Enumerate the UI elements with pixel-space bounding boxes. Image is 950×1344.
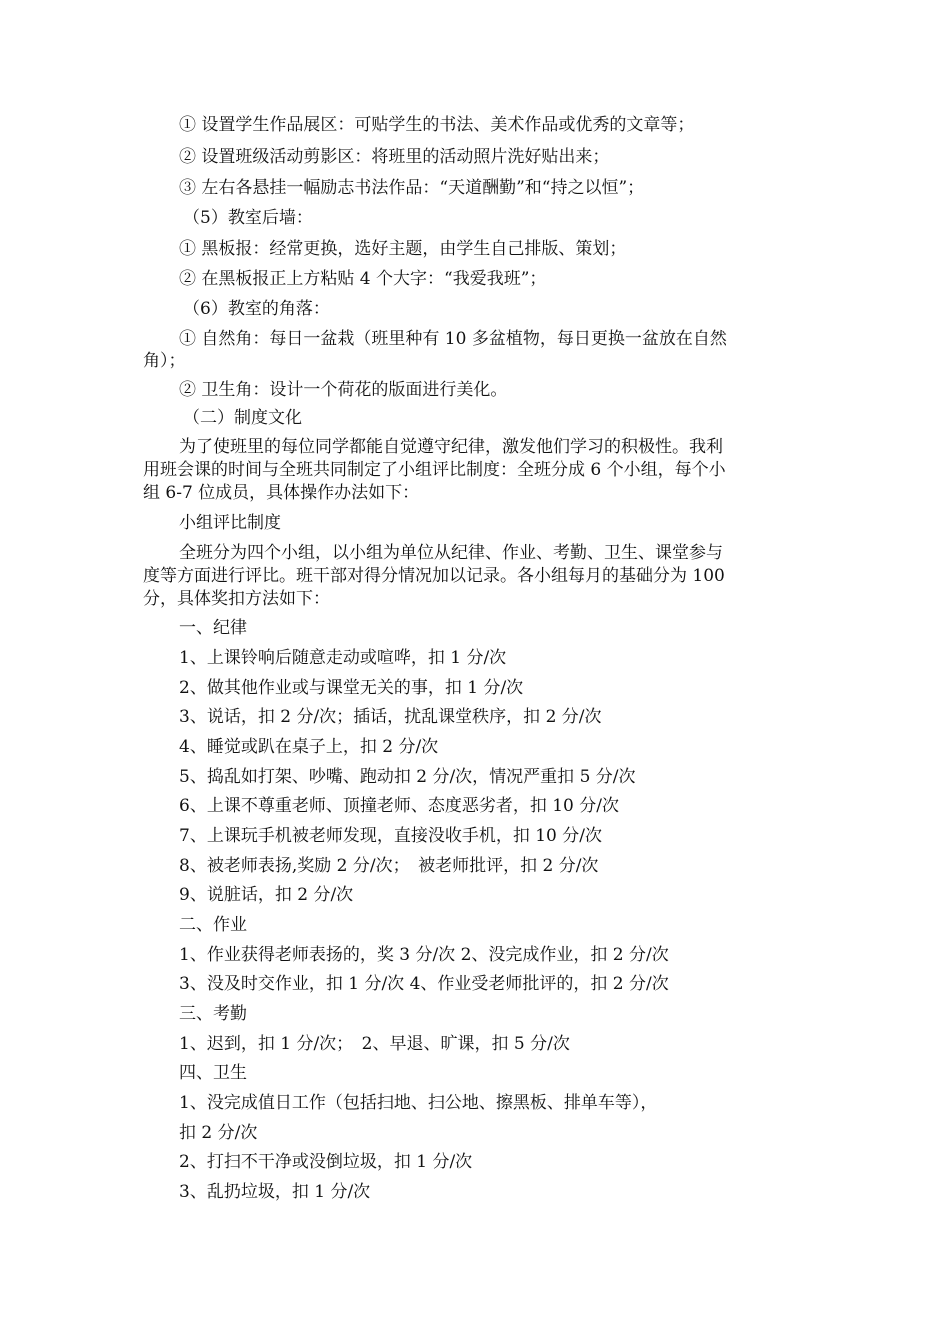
list-item: 3、说话，扣 2 分/次；插话，扰乱课堂秩序，扣 2 分/次 (179, 707, 602, 727)
list-item: 1、迟到，扣 1 分/次； 2、早退、旷课，扣 5 分/次 (179, 1034, 570, 1054)
text-line: ③ 左右各悬挂一幅励志书法作品：“天道酬勤”和“持之以恒”； (179, 178, 645, 198)
text-line: ② 卫生角：设计一个荷花的版面进行美化。 (179, 380, 508, 400)
text-line: ② 设置班级活动剪影区：将班里的活动照片洗好贴出来； (179, 147, 610, 167)
list-item: 7、上课玩手机被老师发现，直接没收手机，扣 10 分/次 (179, 826, 602, 846)
paragraph-line: 用班会课的时间与全班共同制定了小组评比制度：全班分成 6 个小组，每个小 (143, 460, 726, 480)
list-item: 2、做其他作业或与课堂无关的事，扣 1 分/次 (179, 678, 524, 698)
paragraph-line: 全班分为四个小组，以小组为单位从纪律、作业、考勤、卫生、课堂参与 (179, 543, 723, 563)
section-heading: （6）教室的角落： (183, 299, 330, 319)
list-item: 扣 2 分/次 (179, 1123, 258, 1143)
section-heading: （二）制度文化 (183, 408, 302, 428)
section-heading: 二、作业 (179, 915, 247, 935)
list-item: 6、上课不尊重老师、顶撞老师、态度恶劣者，扣 10 分/次 (179, 796, 619, 816)
paragraph-line: 为了使班里的每位同学都能自觉遵守纪律，激发他们学习的积极性。我利 (179, 437, 723, 457)
text-line: ① 设置学生作品展区：可贴学生的书法、美术作品或优秀的文章等； (179, 115, 695, 135)
text-line: ② 在黑板报正上方粘贴 4 个大字：“我爱我班”； (179, 269, 547, 289)
section-heading: （5）教室后墙： (183, 208, 313, 228)
text-line: ① 自然角：每日一盆栽（班里种有 10 多盆植物，每日更换一盆放在自然 (179, 329, 727, 349)
section-heading: 三、考勤 (179, 1004, 247, 1024)
list-item: 8、被老师表扬,奖励 2 分/次； 被老师批评，扣 2 分/次 (179, 856, 599, 876)
subsection-heading: 小组评比制度 (179, 513, 281, 533)
list-item: 2、打扫不干净或没倒垃圾，扣 1 分/次 (179, 1152, 473, 1172)
list-item: 9、说脏话，扣 2 分/次 (179, 885, 354, 905)
paragraph-line: 度等方面进行评比。班干部对得分情况加以记录。各小组每月的基础分为 100 (143, 566, 725, 586)
list-item: 1、没完成值日工作（包括扫地、扫公地、擦黑板、排单车等）， (179, 1093, 658, 1113)
section-heading: 一、纪律 (179, 618, 247, 638)
list-item: 4、睡觉或趴在桌子上，扣 2 分/次 (179, 737, 439, 757)
paragraph-line: 组 6-7 位成员，具体操作办法如下： (143, 483, 420, 503)
list-item: 3、乱扔垃圾，扣 1 分/次 (179, 1182, 371, 1202)
list-item: 5、捣乱如打架、吵嘴、跑动扣 2 分/次，情况严重扣 5 分/次 (179, 767, 636, 787)
list-item: 1、上课铃响后随意走动或喧哗，扣 1 分/次 (179, 648, 507, 668)
section-heading: 四、卫生 (179, 1063, 247, 1083)
paragraph-line: 分，具体奖扣方法如下： (143, 589, 330, 609)
text-line: ① 黑板报：经常更换，选好主题，由学生自己排版、策划； (179, 239, 627, 259)
text-line: 角）； (143, 351, 186, 371)
list-item: 1、作业获得老师表扬的，奖 3 分/次 2、没完成作业，扣 2 分/次 (179, 945, 669, 965)
list-item: 3、没及时交作业，扣 1 分/次 4、作业受老师批评的，扣 2 分/次 (179, 974, 669, 994)
